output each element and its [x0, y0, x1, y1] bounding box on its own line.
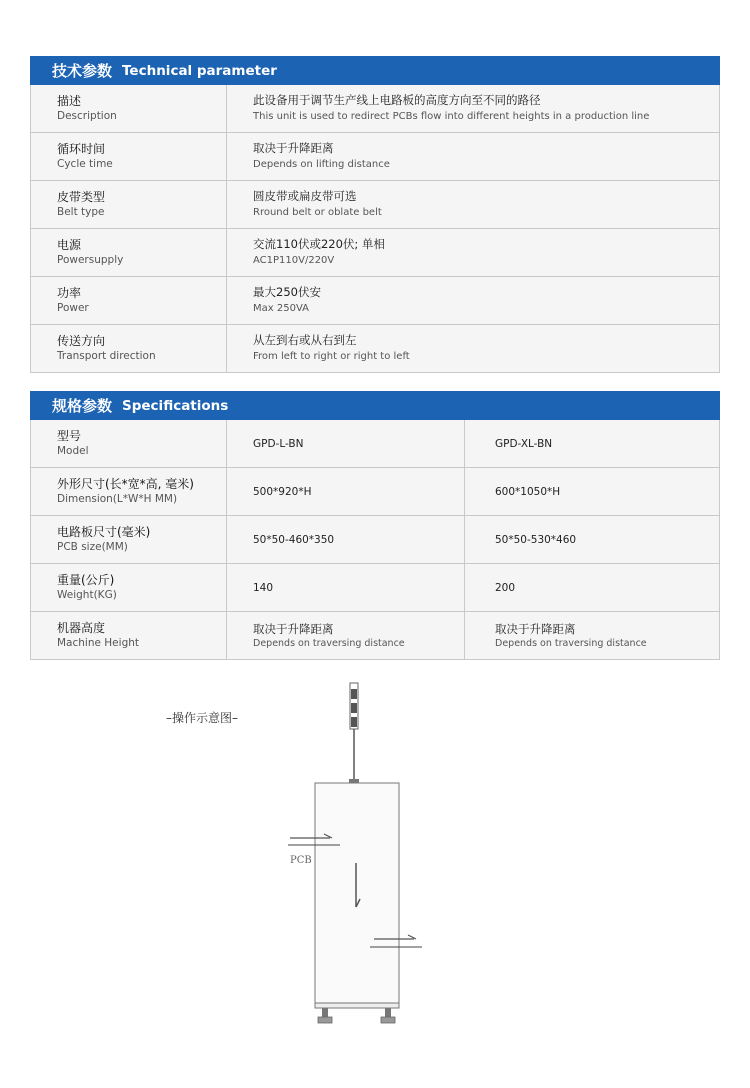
- table-row: [31, 181, 719, 229]
- parameter-value-en: From left to right or right to left: [253, 351, 410, 362]
- parameter-value: [227, 229, 719, 276]
- spec-value-cn: 取决于升降距离: [495, 621, 576, 636]
- parameter-value-en: AC1P110V/220V: [253, 255, 335, 266]
- spec-label-en: Weight(KG): [57, 589, 117, 601]
- parameter-value-cn: 交流110伏或220伏; 单相: [253, 237, 385, 251]
- table-row: [31, 612, 719, 660]
- parameter-label-cn: 描述: [57, 94, 82, 108]
- table-row: [31, 468, 719, 516]
- table-row: [31, 516, 719, 564]
- parameter-label: [31, 133, 227, 180]
- spec-label: [31, 468, 227, 515]
- spec-value-model-l: 500*920*H: [227, 468, 465, 515]
- spec-label: [31, 420, 227, 467]
- table-row: [31, 277, 719, 325]
- parameter-label: [31, 325, 227, 372]
- spec-label: [31, 516, 227, 563]
- parameter-value-en: This unit is used to redirect PCBs flow into different heights in a production line: [253, 111, 650, 122]
- section-title-en: Specifications: [122, 397, 229, 414]
- spec-label-en: Dimension(L*W*H MM): [57, 493, 178, 505]
- signal-tower-base: [349, 779, 359, 783]
- parameter-value-cn: 圆皮带或扁皮带可选: [253, 189, 357, 203]
- table-row: [31, 133, 719, 181]
- machine-base: [315, 1003, 399, 1008]
- parameter-value-cn: 此设备用于调节生产线上电路板的高度方向至不同的路径: [253, 93, 541, 107]
- specifications-table: [30, 420, 720, 660]
- spec-label-en: PCB size(MM): [57, 541, 128, 553]
- parameter-label-en: Power: [57, 302, 89, 314]
- parameter-value-en: Depends on lifting distance: [253, 159, 390, 170]
- spec-value-model-xl: 200: [495, 581, 516, 594]
- spec-label-en: Model: [57, 445, 89, 457]
- parameter-value: [227, 181, 719, 228]
- parameter-label: [31, 85, 227, 132]
- spec-value-model-l: [227, 612, 465, 659]
- table-row: [31, 229, 719, 277]
- parameter-label-en: Transport direction: [57, 350, 156, 362]
- parameter-value: [227, 85, 719, 132]
- machine-diagram: [270, 675, 440, 1035]
- technical-parameter-table: [30, 85, 720, 373]
- table-row: [31, 325, 719, 373]
- specifications-header: [30, 391, 720, 420]
- parameter-label-cn: 传送方向: [57, 334, 106, 348]
- spec-label-en: Machine Height: [57, 637, 140, 649]
- parameter-label-en: Powersupply: [57, 254, 124, 266]
- spec-label: [31, 612, 227, 659]
- table-row: [31, 85, 719, 133]
- foot-left-stem: [322, 1008, 328, 1018]
- section-title-cn: 技术参数: [52, 62, 113, 80]
- parameter-label-cn: 循环时间: [57, 142, 106, 156]
- parameter-label-en: Belt type: [57, 206, 105, 218]
- parameter-value: [227, 133, 719, 180]
- diagram-caption: –操作示意图–: [166, 711, 239, 725]
- signal-light-bottom: [351, 717, 357, 727]
- spec-label: [31, 564, 227, 611]
- technical-parameter-header: [30, 56, 720, 85]
- parameter-value: [227, 277, 719, 324]
- table-row: [31, 420, 719, 468]
- spec-value-cn: 取决于升降距离: [253, 621, 334, 636]
- spec-value-en: Depends on traversing distance: [253, 637, 405, 649]
- section-title-cn: 规格参数: [52, 397, 113, 415]
- machine-cabinet: [315, 783, 399, 1005]
- parameter-label: [31, 229, 227, 276]
- parameter-value-cn: 取决于升降距离: [253, 141, 334, 155]
- spec-value-model-xl: 50*50-530*460: [495, 533, 577, 546]
- parameter-label-cn: 功率: [57, 286, 82, 300]
- table-row: [31, 564, 719, 612]
- specifications-section: [30, 391, 720, 660]
- parameter-label: [31, 277, 227, 324]
- parameter-label: [31, 181, 227, 228]
- foot-right: [381, 1017, 395, 1023]
- parameter-value: [227, 325, 719, 372]
- spec-value-en: Depends on traversing distance: [495, 637, 647, 649]
- spec-label-cn: 型号: [57, 429, 82, 443]
- parameter-value-cn: 最大250伏安: [253, 285, 321, 299]
- parameter-value-en: Rround belt or oblate belt: [253, 207, 382, 218]
- parameter-label-en: Description: [57, 110, 117, 122]
- spec-value-model-l: 140: [227, 564, 465, 611]
- parameter-value-en: Max 250VA: [253, 303, 309, 314]
- spec-value-model-xl: [465, 612, 719, 659]
- spec-label-cn: 重量(公斤): [57, 573, 115, 587]
- technical-parameter-section: [30, 56, 720, 373]
- signal-light-top: [351, 689, 357, 699]
- signal-light-middle: [351, 703, 357, 713]
- foot-right-stem: [385, 1008, 391, 1018]
- parameter-value-cn: 从左到右或从右到左: [253, 333, 357, 347]
- spec-label-cn: 机器高度: [57, 621, 106, 635]
- spec-label-cn: 外形尺寸(长*宽*高, 毫米): [57, 477, 194, 491]
- pcb-label: PCB: [290, 855, 312, 866]
- spec-value-model-l: GPD-L-BN: [227, 420, 465, 467]
- section-title-en: Technical parameter: [122, 62, 277, 79]
- parameter-label-cn: 电源: [57, 238, 82, 252]
- parameter-label-en: Cycle time: [57, 158, 113, 170]
- spec-value-model-l: 50*50-460*350: [227, 516, 465, 563]
- foot-left: [318, 1017, 332, 1023]
- parameter-label-cn: 皮带类型: [57, 190, 106, 204]
- spec-value-model-xl: 600*1050*H: [495, 485, 561, 498]
- spec-label-cn: 电路板尺寸(毫米): [57, 525, 151, 539]
- spec-value-model-xl: GPD-XL-BN: [495, 437, 553, 450]
